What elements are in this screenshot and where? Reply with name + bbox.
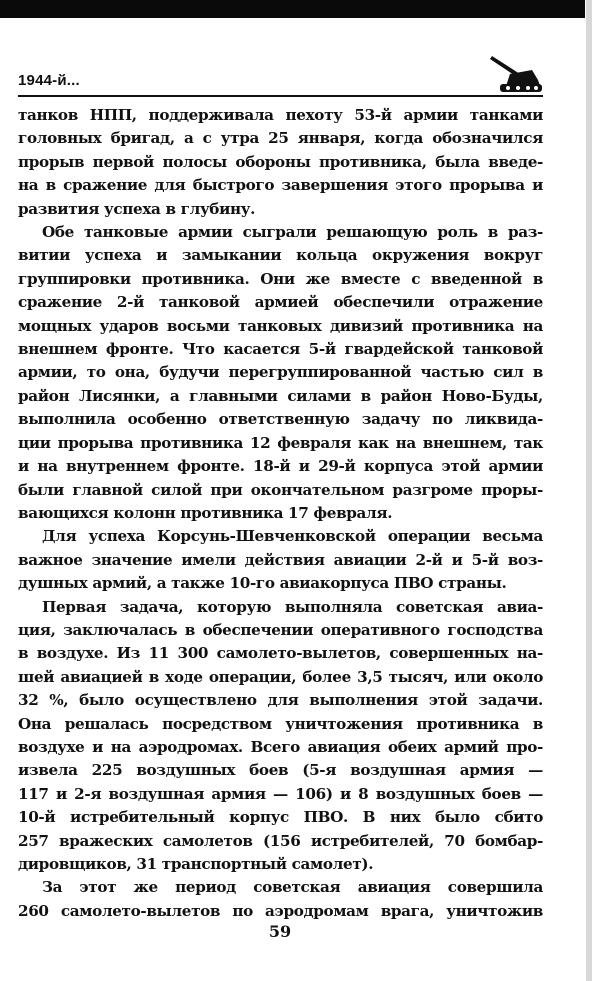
- header-rule: [18, 95, 543, 97]
- text-line: воздухе и на аэродромах. Всего авиация обеих армий про-: [18, 737, 543, 756]
- text-line: были главной силой при окончательном разгроме проры-: [18, 480, 543, 499]
- text-line: выполнила особенно ответственную задачу по ликвида-: [18, 410, 543, 429]
- text-line: танков НПП, поддерживала пехоту 53-й армии танками: [18, 106, 543, 124]
- text-line: прорыв первой полосы обороны противника, была введе-: [18, 152, 543, 171]
- page-edge-shadow: [586, 0, 592, 981]
- text-line: 32 %, было осуществлено для выполнения этой задачи.: [18, 691, 543, 710]
- text-line: развития успеха в глубину.: [18, 199, 256, 218]
- text-line: ции прорыва противника 12 февраля как на внешнем, так: [18, 433, 543, 452]
- text-line: шей авиацией в ходе операции, более 3,5 тысяч, или около: [18, 667, 543, 686]
- text-line: сражение 2-й танковой армией обеспечили отражение: [18, 293, 543, 312]
- text-line: мощных ударов восьми танковых дивизий противника на: [18, 316, 543, 335]
- text-line: дировщиков, 31 транспортный самолет).: [18, 855, 374, 873]
- text-line: Для успеха Корсунь-Шевченковской операции весьма: [42, 527, 543, 546]
- text-line: на в сражение для быстрого завершения этого прорыва и: [18, 176, 543, 195]
- text-line: витии успеха и замыкании кольца окружения вокруг: [18, 246, 543, 265]
- running-title: 1944-й...: [18, 72, 80, 89]
- text-line: 117 и 2-я воздушная армия — 106) и 8 воздушных боев —: [18, 784, 543, 803]
- top-black-bar: [0, 0, 585, 18]
- text-line: важное значение имели действия авиации 2-й и 5-й воз-: [18, 550, 543, 569]
- text-line: 10-й истребительный корпус ПВО. В них было сбито: [18, 808, 543, 827]
- text-line: 260 самолето-вылетов по аэродромам врага, уничтожив: [18, 901, 543, 920]
- text-line: За этот же период советская авиация совершила: [42, 878, 543, 897]
- text-line: внешнем фронте. Что касается 5-й гвардейской танковой: [18, 340, 543, 359]
- text-line: вающихся колонн противника 17 февраля.: [18, 503, 393, 522]
- body-text: [18, 104, 543, 923]
- text-line: головных бригад, а с утра 25 января, когда обозначился: [18, 129, 543, 148]
- text-line: душных армий, а также 10-го авиакорпуса ПВО страны.: [18, 574, 507, 593]
- text-line: извела 225 воздушных боев (5-я воздушная армия —: [18, 761, 543, 780]
- text-line: Она решалась посредством уничтожения противника в: [18, 714, 543, 733]
- text-line: группировки противника. Они же вместе с введенной в: [18, 269, 543, 288]
- text-line: Обе танковые армии сыграли решающую роль в раз-: [42, 223, 543, 242]
- text-line: армии, то она, будучи перегруппированной частью сил в: [18, 363, 543, 382]
- text-line: в воздухе. Из 11 300 самолето-вылетов, совершенных на-: [18, 644, 543, 663]
- text-line: район Лисянки, а главными силами в район Ново-Буды,: [18, 386, 543, 405]
- text-line: ция, заключалась в обеспечении оперативного господства: [18, 620, 543, 639]
- text-line: и на внутреннем фронте. 18-й и 29-й корпуса этой армии: [18, 457, 543, 476]
- cannon-icon: [486, 50, 544, 94]
- page-number: 59: [268, 922, 292, 941]
- text-line: Первая задача, которую выполняла советская авиа-: [42, 597, 543, 616]
- text-line: 257 вражеских самолетов (156 истребителей, 70 бомбар-: [18, 831, 543, 850]
